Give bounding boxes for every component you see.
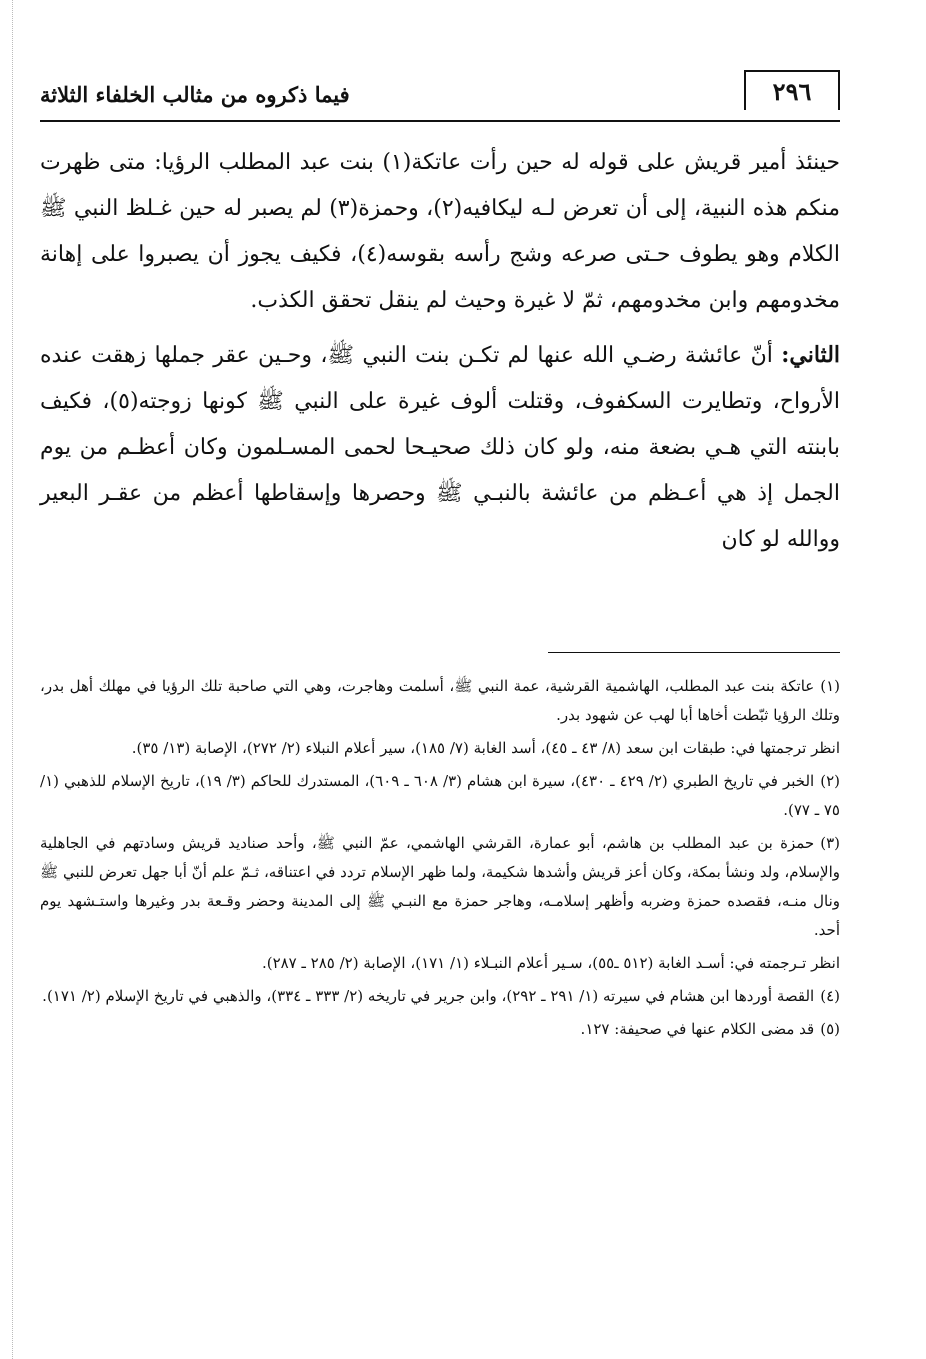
page-number: ٢٩٦: [744, 70, 840, 110]
footnote-text: عاتكة بنت عبد المطلب، الهاشمية القرشية، عمة النبي ﷺ، أسلمت وهاجرت، وهي التي صاحبة تلك الرؤيا في مهلك أهل بدر، وتلك الرؤيا ثبّطت أخاها أبا لهب عن شهود بدر.: [40, 677, 840, 724]
footnote-text: القصة أوردها ابن هشام في سيرته (١/ ٢٩١ ـ ٢٩٢)، وابن جرير في تاريخه (٢/ ٣٣٣ ـ ٣٣٤)، والذهبي في تاريخ الإسلام (٢/ ١٧١).: [42, 987, 815, 1005]
footnote-text: قد مضى الكلام عنها في صحيفة: ١٢٧.: [580, 1020, 815, 1038]
footnote-3: [40, 829, 840, 945]
page-header: [40, 70, 840, 118]
footnote-text: الخبر في تاريخ الطبري (٢/ ٤٢٩ ـ ٤٣٠)، سيرة ابن هشام (٣/ ٦٠٨ ـ ٦٠٩)، المستدرك للحاكم (٣/ ١٩)، تاريخ الإسلام للذهبي (١/ ٧٥ ـ ٧٧).: [40, 772, 840, 819]
paragraph-2-heading: الثاني:: [781, 342, 841, 368]
footnote-1: [40, 672, 840, 730]
footnote-5: [40, 1015, 840, 1044]
footnote-number: (٤): [820, 987, 840, 1005]
main-text: [40, 140, 840, 563]
footnote-number: (٢): [820, 772, 841, 790]
footnote-number: (٥): [820, 1020, 840, 1038]
scan-edge: [12, 0, 17, 1359]
footnotes: [40, 672, 840, 1048]
running-title: فيما ذكروه من مثالب الخلفاء الثلاثة: [40, 82, 350, 107]
footnote-3-reference: انظر تـرجمته في: أسـد الغابة (٥١٢ ـ٥٥)، سـير أعلام النبـلاء (١/ ١٧١)، الإصابة (٢/ ٢٨٥ ـ ٢٨٧).: [261, 954, 840, 972]
footnote-divider: [548, 652, 840, 653]
footnote-number: (٣): [820, 834, 840, 852]
paragraph-1: حينئذ أمير قريش على قوله له حين رأت عاتكة(١) بنت عبد المطلب الرؤيا: متى ظهرت منكم هذه النبية، إلى أن تعرض لـه ليكافيه(٢)، وحمزة(٣) لم يصبر له حين غـلظ النبي ﷺ الكلام وهو يطوف حـتى صرعه وشج رأسه بقوسه(٤)، فكيف يجوز أن يصبروا على إهانة مخدومهم وابن مخدومهم، ثمّ لا غيرة وحيث لم ينقل تحقق الكذب.: [40, 150, 841, 313]
footnote-1-reference: انظر ترجمتها في: طبقات ابن سعد (٨/ ٤٣ ـ ٤٥)، أسد الغابة (٧/ ١٨٥)، سير أعلام النبلاء (٢/ ٢٧٢)، الإصابة (١٣/ ٣٥).: [131, 739, 840, 757]
header-divider: [40, 120, 840, 122]
paragraph-2-body: أنّ عائشة رضـي الله عنها لم تكـن بنت النبي ﷺ، وحـين عقر جملها زهقت عنده الأرواح، وتطايرت السكفوف، وقتلت ألوف غيرة على النبي ﷺ كونها زوجته(٥)، فكيف بابنته التي هـي بضعة منه، ولو كان ذلك صحيـحا لحمى المسـلمون وكان أعظـم من يوم الجمل إذ هي أعـظم من عائشة بالنبـي ﷺ وحصرها وإسقاطها أعظم من عقـر البعير ووالله لو كان: [40, 343, 840, 552]
footnote-text: حمزة بن عبد المطلب بن هاشم، أبو عمارة، القرشي الهاشمي، عمّ النبي ﷺ، وأحد صناديد قريش وسادتهم في الجاهلية والإسلام، ولد ونشأ بمكة، وكان أعز قريش وأشدها شكيمة، ولما ظهر الإسلام تردد في اعتناقه، ثـمّ علم أنّ أبا جهل تعرض للنبي ﷺ ونال منـه، فقصده حمزة وضربه وأظهر إسلامـه، وهاجر حمزة مع النبـي ﷺ إلى المدينة وحضر وقـعة بدر وغيرها واستـشهد يوم أحد.: [40, 834, 840, 939]
footnote-number: (١): [820, 677, 840, 695]
footnote-4: [40, 982, 840, 1011]
paragraph-2: [40, 332, 840, 563]
footnote-2: [40, 767, 840, 825]
